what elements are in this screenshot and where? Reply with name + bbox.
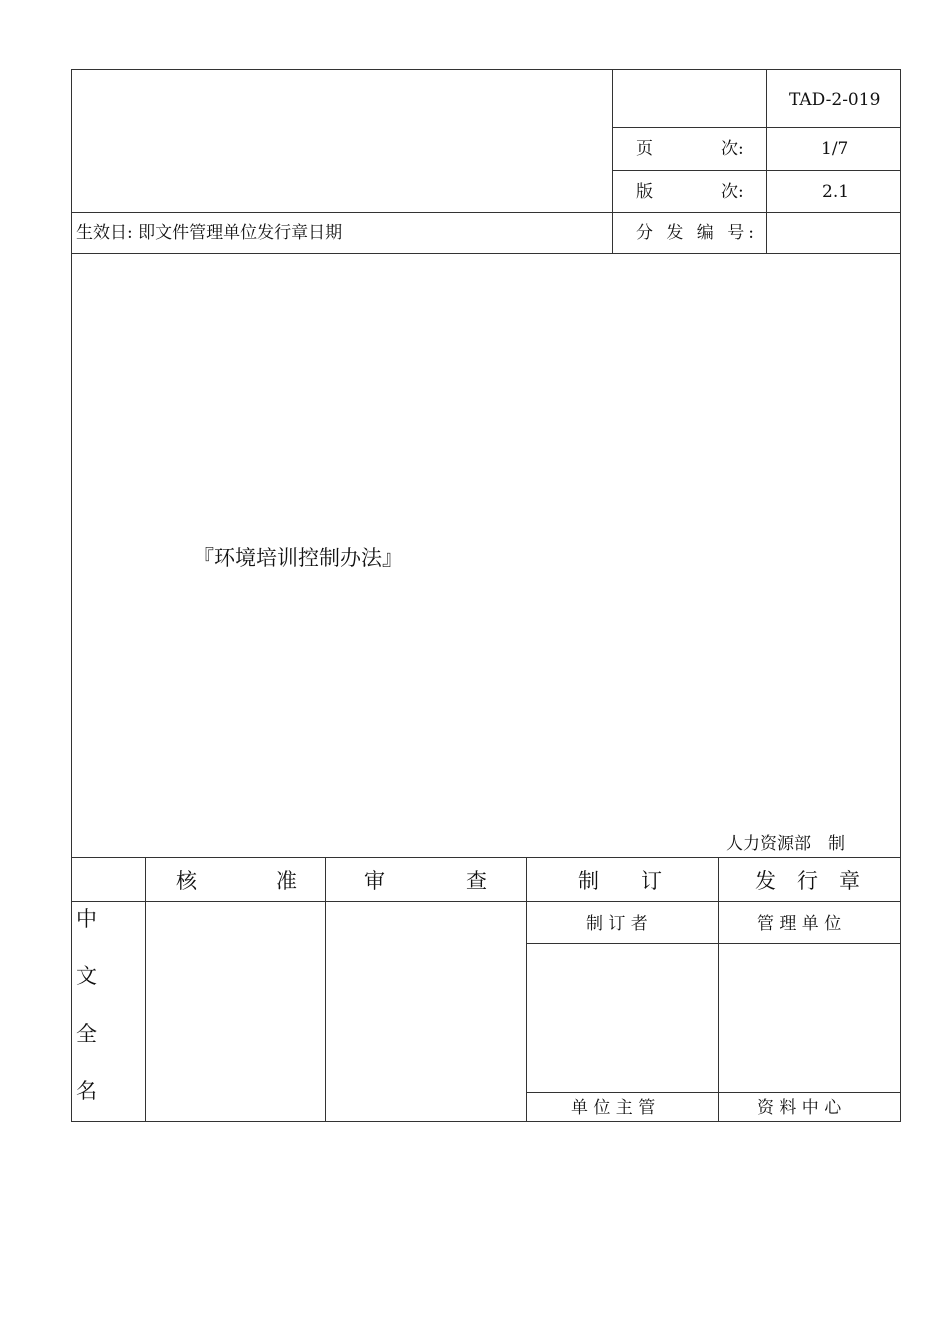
chinese-full-name-char-3: 全 xyxy=(76,1022,97,1046)
drafter-label: 制 订 者 xyxy=(586,914,648,934)
header-row-line-1 xyxy=(612,127,901,128)
approval-sub-line-2 xyxy=(526,1092,901,1093)
approval-col-line-1 xyxy=(145,857,146,1122)
effective-date: 生效日: 即文件管理单位发行章日期 xyxy=(76,223,343,243)
managing-unit-label: 管 理 单 位 xyxy=(757,914,842,934)
page-label-left: 页 xyxy=(636,139,653,159)
unit-supervisor-label: 单 位 主 管 xyxy=(571,1098,656,1118)
table-bottom-border xyxy=(71,1121,901,1122)
approval-header-line xyxy=(71,901,901,902)
approval-sub-line-1 xyxy=(526,943,901,944)
version-value: 2.1 xyxy=(822,182,850,202)
approval-col-line-4 xyxy=(718,857,719,1122)
approve-label-right: 准 xyxy=(276,869,297,893)
draft-label: 制 订 xyxy=(578,869,662,893)
table-right-border xyxy=(900,69,901,1122)
version-label-left: 版 xyxy=(636,182,653,202)
approval-top-line xyxy=(71,857,901,858)
header-col-line-2 xyxy=(766,69,767,253)
document-title: 『环境培训控制办法』 xyxy=(193,546,403,570)
approve-label-left: 核 xyxy=(176,869,197,893)
review-label-right: 查 xyxy=(466,869,487,893)
table-top-border xyxy=(71,69,901,70)
approval-col-line-3 xyxy=(526,857,527,1122)
header-row-line-3 xyxy=(71,212,901,213)
table-left-border xyxy=(71,69,72,1122)
document-center-label: 资 料 中 心 xyxy=(757,1098,842,1118)
version-label-right: 次: xyxy=(721,182,744,202)
chinese-full-name-char-1: 中 xyxy=(76,907,97,931)
header-col-line-1 xyxy=(612,69,613,253)
issue-stamp-label: 发 行 章 xyxy=(755,869,860,893)
header-row-line-2 xyxy=(612,170,901,171)
header-row-line-4 xyxy=(71,253,901,254)
approval-col-line-2 xyxy=(325,857,326,1122)
chinese-full-name-char-4: 名 xyxy=(76,1079,97,1103)
document-code: TAD-2-019 xyxy=(789,90,881,110)
page-value: 1/7 xyxy=(821,139,849,159)
issuing-department: 人力资源部 制 xyxy=(726,834,845,854)
review-label-left: 审 xyxy=(364,869,385,893)
chinese-full-name-char-2: 文 xyxy=(76,964,97,988)
page-label-right: 次: xyxy=(721,139,744,159)
distribution-number-label: 分 发 编 号: xyxy=(636,223,758,243)
